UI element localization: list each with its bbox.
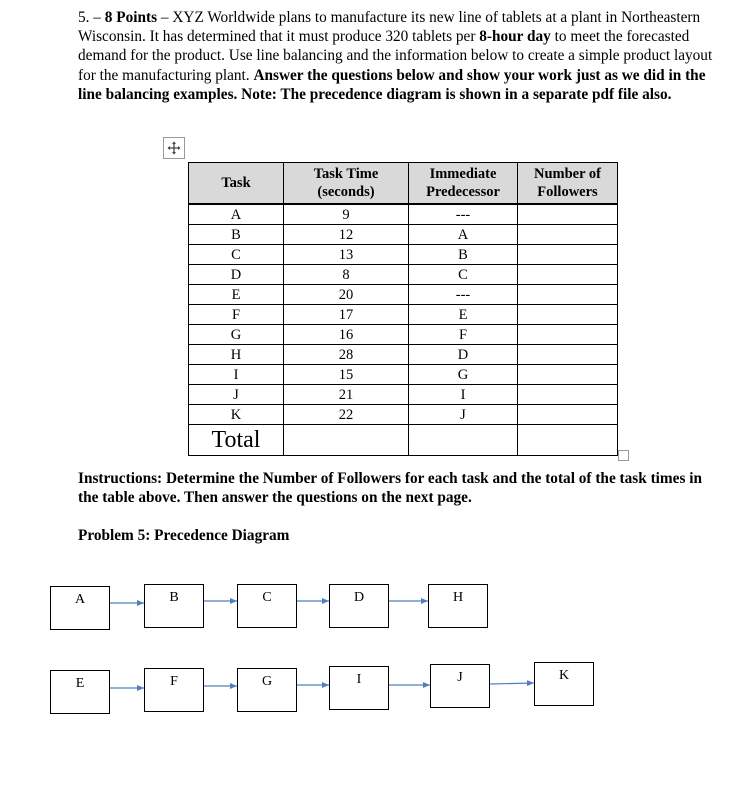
task-cell: I (189, 365, 284, 385)
node-j: J (430, 664, 490, 708)
node-b: B (144, 584, 204, 628)
question-duration: 8-hour day (479, 28, 551, 46)
time-cell: 16 (284, 325, 409, 345)
node-i: I (329, 666, 389, 710)
header-number-of-followers: Number of Followers (518, 163, 618, 205)
predecessor-cell: E (409, 305, 518, 325)
predecessor-cell: C (409, 265, 518, 285)
question-points: 8 Points (104, 9, 158, 26)
time-cell: 12 (284, 225, 409, 245)
time-cell: 9 (284, 204, 409, 225)
predecessor-cell: I (409, 385, 518, 405)
header-immediate-predecessor: Immediate Predecessor (409, 163, 518, 205)
question-middle: to meet the forecasted demand for the product. Use line balancing and the information below to create a simple product layout for the manufacturing plant. (78, 28, 713, 84)
predecessor-cell: D (409, 345, 518, 365)
task-cell: J (189, 385, 284, 405)
node-f: F (144, 668, 204, 712)
diagram-title: Problem 5: Precedence Diagram (78, 527, 290, 544)
time-cell: 13 (284, 245, 409, 265)
node-g: G (237, 668, 297, 712)
task-cell: C (189, 245, 284, 265)
predecessor-cell: J (409, 405, 518, 425)
time-cell: 20 (284, 285, 409, 305)
node-k: K (534, 662, 594, 706)
predecessor-cell: --- (409, 204, 518, 225)
predecessor-cell: B (409, 245, 518, 265)
header-task-time: Task Time (seconds) (284, 163, 409, 205)
predecessor-cell: A (409, 225, 518, 245)
task-cell: B (189, 225, 284, 245)
time-cell: 15 (284, 365, 409, 385)
node-a: A (50, 586, 110, 630)
time-cell: 22 (284, 405, 409, 425)
time-cell: 17 (284, 305, 409, 325)
time-cell: 8 (284, 265, 409, 285)
question-number: 5. – (78, 9, 105, 26)
task-cell: E (189, 285, 284, 305)
task-cell: D (189, 265, 284, 285)
node-h: H (428, 584, 488, 628)
predecessor-cell: G (409, 365, 518, 385)
node-e: E (50, 670, 110, 714)
node-c: C (237, 584, 297, 628)
task-cell: A (189, 204, 284, 225)
header-task: Task (189, 163, 284, 205)
time-cell: 28 (284, 345, 409, 365)
task-cell: H (189, 345, 284, 365)
node-d: D (329, 584, 389, 628)
task-cell: G (189, 325, 284, 345)
predecessor-cell: F (409, 325, 518, 345)
question-intro: – XYZ Worldwide plans to manufacture its new line of tablets at a plant in Northeastern Wisconsin. It has determined that it must produce 320 tablets per (78, 9, 701, 46)
arrow-j-k (490, 683, 534, 684)
instructions-text: Instructions: Determine the Number of Followers for each task and the total of the task times in the table above. Then answer the questions on the next page. (78, 470, 702, 506)
total-label: Total (189, 425, 284, 456)
time-cell: 21 (284, 385, 409, 405)
task-cell: K (189, 405, 284, 425)
question-bold-instruction: Answer the questions below and show your work just as we did in the line balancing examples. Note: The precedence diagram is shown in a separate pdf file also. (78, 66, 706, 103)
task-cell: F (189, 305, 284, 325)
predecessor-cell: --- (409, 285, 518, 305)
